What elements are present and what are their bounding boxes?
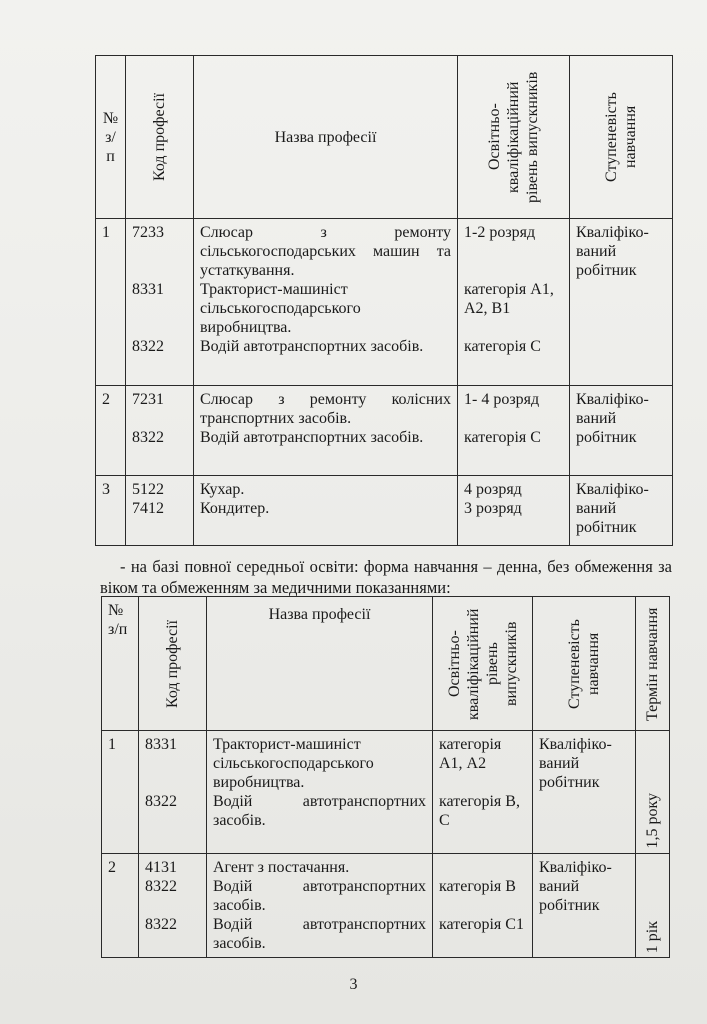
header-num: № з/п [96, 56, 126, 219]
training-term: 1 рік [644, 920, 661, 953]
profession-name: Водій автотранспортних засобів. [213, 878, 426, 914]
header-name: Назва професії [194, 56, 458, 219]
table-header-row [102, 597, 670, 731]
table-row [96, 476, 673, 546]
profession-code: 8331 [145, 736, 177, 753]
profession-name: Тракторист-машиніст сільськогосподарського виробництва. [200, 281, 361, 336]
profession-name: Водій автотранспортних засобів. [200, 429, 424, 446]
profession-code: 8322 [132, 429, 164, 446]
qualification-level: категорія А1, А2 [439, 736, 502, 772]
training-degree: Кваліфіко-ваний робітник [533, 731, 636, 854]
header-code: Код професії [151, 93, 168, 181]
row-number: 2 [96, 386, 126, 476]
header-name: Назва професії [268, 606, 371, 623]
header-num: № з/п [102, 597, 139, 731]
qualification-level: категорія С [464, 338, 541, 355]
qualification-level: категорія С1 [439, 916, 524, 933]
table-row [102, 731, 670, 854]
row-number: 1 [96, 219, 126, 386]
section-paragraph: - на базі повної середньої освіти: форма навчання – денна, без обмеження за віком та обмеженням за медичними показаннями: [100, 557, 672, 597]
professions-table-secondary [95, 55, 673, 546]
header-degree: Ступеневість навчання [603, 92, 639, 182]
table-row [102, 854, 670, 958]
profession-name: Водій автотранспортних засобів. [213, 793, 426, 829]
qualification-level: категорія С [464, 429, 541, 446]
row-number: 2 [102, 854, 139, 958]
profession-name: Тракторист-машиніст сільськогосподарського виробництва. [213, 736, 374, 791]
profession-name: Кухар. [200, 481, 245, 498]
training-term: 1,5 року [644, 793, 661, 849]
table-header-row [96, 56, 673, 219]
table-row [96, 386, 673, 476]
header-term: Термін навчання [644, 606, 661, 721]
header-level: Освітньо-кваліфікаційний рівень випускників [445, 607, 520, 720]
page-number: 3 [349, 976, 358, 993]
qualification-level: категорія В [439, 878, 516, 895]
qualification-level: 4 розряд [464, 481, 522, 498]
profession-code: 8322 [145, 916, 177, 933]
qualification-level: 1- 4 розряд [464, 391, 540, 408]
profession-code: 8331 [132, 281, 164, 298]
training-degree: Кваліфіко-ваний робітник [570, 476, 673, 546]
profession-name: Слюсар з ремонту сільськогосподарських машин та устаткування. [200, 224, 451, 279]
qualification-level: 3 розряд [464, 500, 522, 517]
training-degree: Кваліфіко-ваний робітник [570, 219, 673, 386]
profession-code: 8322 [145, 793, 177, 810]
profession-name: Слюсар з ремонту колісних транспортних засобів. [200, 391, 451, 427]
profession-code: 7233 [132, 224, 164, 241]
training-degree: Кваліфіко-ваний робітник [533, 854, 636, 958]
header-level: Освітньо-кваліфікаційний рівень випускників [486, 71, 541, 203]
training-degree: Кваліфіко-ваний робітник [570, 386, 673, 476]
profession-code: 5122 [132, 481, 164, 498]
table-row [96, 219, 673, 386]
profession-name: Водій автотранспортних засобів. [200, 338, 424, 355]
header-code: Код професії [164, 619, 181, 708]
qualification-level: категорія А1, А2, В1 [464, 281, 554, 317]
profession-code: 8322 [132, 338, 164, 355]
profession-code: 4131 [145, 859, 177, 876]
profession-code: 7231 [132, 391, 164, 408]
header-degree: Ступеневість навчання [566, 618, 602, 709]
row-number: 1 [102, 731, 139, 854]
row-number: 3 [96, 476, 126, 546]
profession-code: 7412 [132, 500, 164, 517]
profession-code: 8322 [145, 878, 177, 895]
professions-table-full-secondary [101, 596, 670, 958]
profession-name: Водій автотранспортних засобів. [213, 916, 426, 952]
qualification-level: 1-2 розряд [464, 224, 536, 241]
qualification-level: категорія В, С [439, 793, 520, 829]
profession-name: Агент з постачання. [213, 859, 350, 876]
profession-name: Кондитер. [200, 500, 270, 517]
